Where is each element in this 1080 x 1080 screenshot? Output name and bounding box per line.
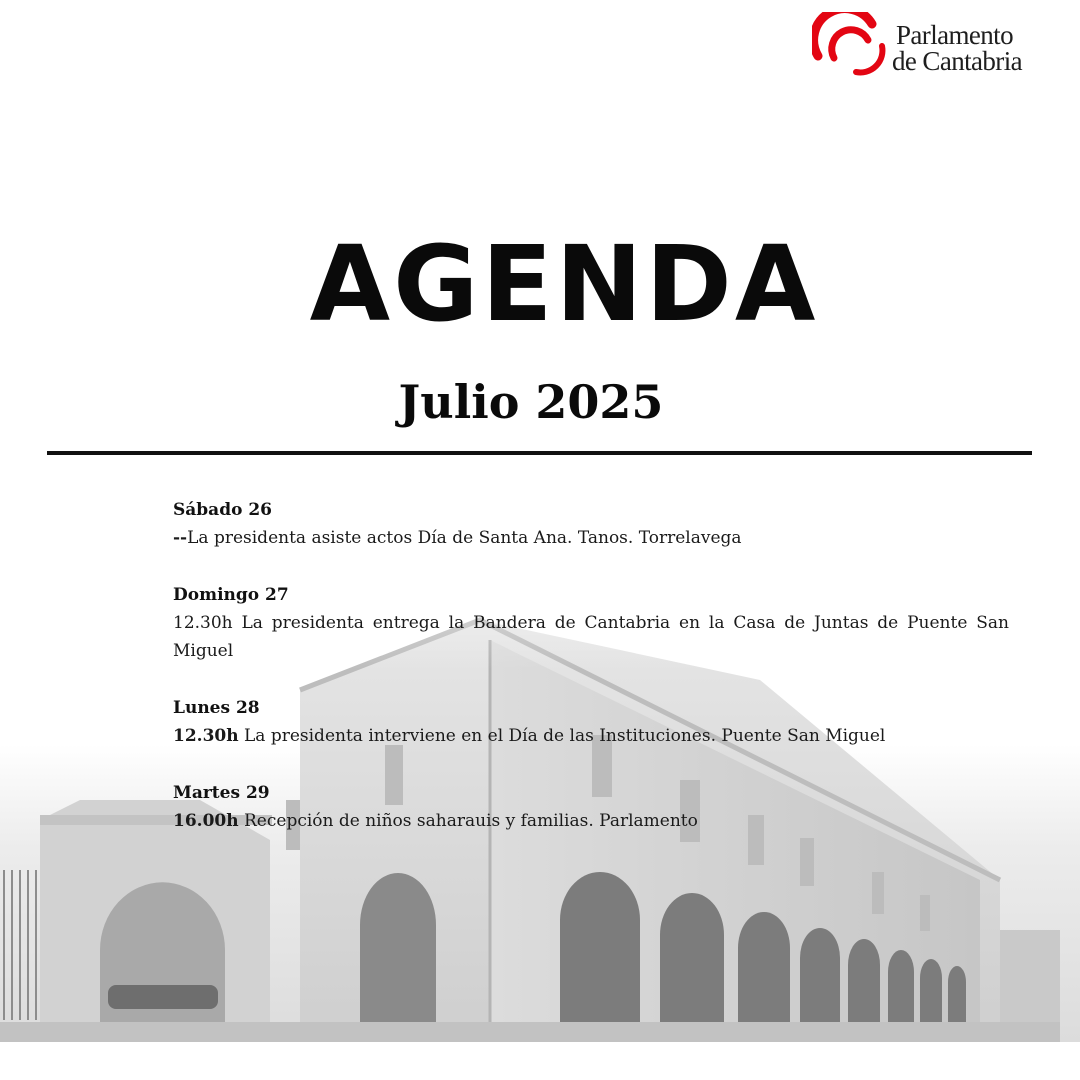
event-description: Recepción de niños saharauis y familias. Parlamento — [238, 811, 698, 831]
page-subtitle: Julio 2025 — [398, 375, 664, 429]
event-prefix: 16.00h — [173, 811, 239, 831]
agenda-day — [173, 779, 1009, 835]
event-text — [173, 807, 1009, 835]
parlamento-logo-icon — [812, 12, 892, 78]
day-heading: Lunes 28 — [173, 698, 260, 718]
parlamento-logo — [812, 12, 1052, 78]
event-prefix: -- — [173, 528, 188, 548]
day-heading: Domingo 27 — [173, 585, 289, 605]
agenda-day — [173, 694, 1009, 750]
event-description: 12.30h La presidenta entrega la Bandera de Cantabria en la Casa de Juntas de Puente San Miguel — [173, 613, 1009, 661]
page-title: AGENDA — [309, 223, 819, 345]
divider — [47, 451, 1032, 455]
agenda-day — [173, 581, 1009, 665]
event-description: La presidenta interviene en el Día de las Instituciones. Puente San Miguel — [238, 726, 886, 746]
logo-text-line1: Parlamento — [896, 20, 1013, 50]
event-prefix: 12.30h — [173, 726, 239, 746]
event-text — [173, 609, 1009, 665]
day-heading: Sábado 26 — [173, 500, 272, 520]
event-text — [173, 722, 1009, 750]
agenda-day — [173, 496, 1009, 552]
event-text — [173, 524, 1009, 552]
event-description: La presidenta asiste actos Día de Santa Ana. Tanos. Torrelavega — [187, 528, 742, 548]
day-heading: Martes 29 — [173, 783, 270, 803]
logo-text-line2: de Cantabria — [892, 46, 1022, 76]
agenda-list — [173, 496, 1009, 864]
